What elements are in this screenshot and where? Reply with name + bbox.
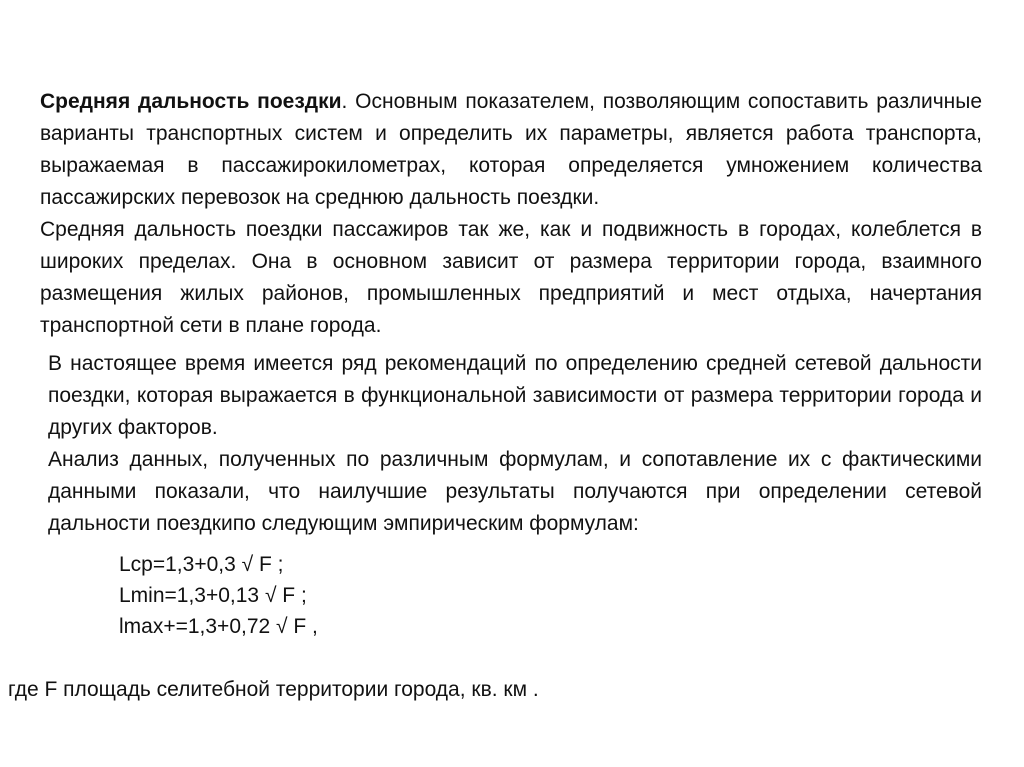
text-block-recommendations [48,348,982,540]
paragraph-recommendations: В настоящее время имеется ряд рекомендаций по определению средней сетевой дальности поездки, которая выражается в функциональной зависимости от размера территории города и других факторов. [48,352,982,439]
paragraph-analysis: Анализ данных, полученных по различным формулам, и сопотавление их с фактическими данными показали, что наилучшие результаты получаются при определении сетевой дальности поездкипо следующим эмпирическим формулам: [48,448,982,535]
formula-max: lmax+=1,3+0,72 √ F , [119,615,318,638]
definition-text: . Основным показателем, позволяющим сопоставить различные варианты транспортных систем и определить их параметры, является работа транспорта, выражаемая в пассажирокилометрах, которая определяется умножением количества пассажирских перевозок на среднюю дальность поездки. [40,90,983,209]
paragraph-definition [40,86,982,214]
paragraph-variability: Средняя дальность поездки пассажиров так же, как и подвижность в городах, колеблется в широких пределах. Она в основном зависит от размера территории города, взаимного размещения жилых районов, промышленных предприятий и мест отдыха, начертания транспортной сети в плане города. [40,218,982,337]
formula-average: Lср=1,3+0,3 √ F ; [119,553,284,576]
term-heading: Средняя дальность поездки [40,90,342,113]
text-block-definition [40,86,982,342]
formula-min: Lmin=1,3+0,13 √ F ; [119,584,307,607]
formula-list [119,549,318,642]
formula-note: где F площадь селитебной территории города, кв. км . [8,678,539,701]
